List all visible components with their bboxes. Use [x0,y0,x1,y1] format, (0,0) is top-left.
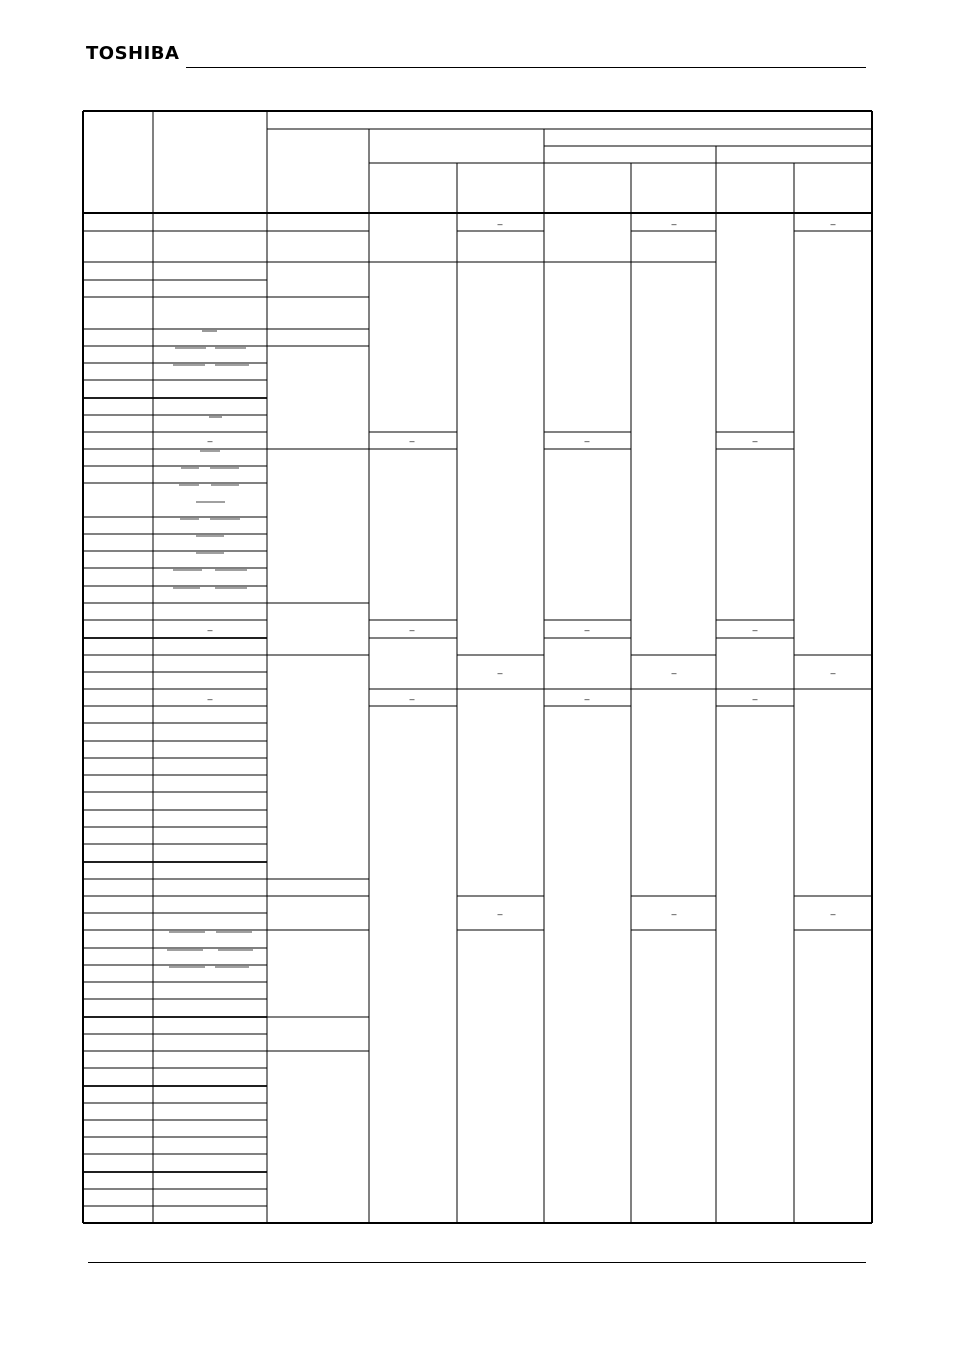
empty-cell-dash: – [497,909,503,919]
empty-cell-dash: – [830,909,836,919]
empty-cell-dash: – [207,694,213,704]
empty-cell-dash: – [830,668,836,678]
empty-cell-dash: – [671,219,677,229]
empty-cell-dash: – [409,436,415,446]
empty-cell-dash: – [830,219,836,229]
empty-cell-dash: – [752,694,758,704]
empty-cell-dash: – [671,668,677,678]
empty-cell-dash: – [752,625,758,635]
empty-cell-dash: – [409,694,415,704]
footer-rule [88,1262,866,1263]
empty-cell-dash: – [584,436,590,446]
empty-cell-dash: – [497,668,503,678]
empty-cell-dash: – [584,625,590,635]
empty-cell-dash: – [497,219,503,229]
empty-cell-dash: – [409,625,415,635]
empty-cell-dash: – [671,909,677,919]
empty-cell-dash: – [584,694,590,704]
toshiba-logo: TOSHIBA [86,43,180,64]
empty-cell-dash: – [207,436,213,446]
empty-cell-dash: – [752,436,758,446]
empty-cell-dash: – [207,625,213,635]
